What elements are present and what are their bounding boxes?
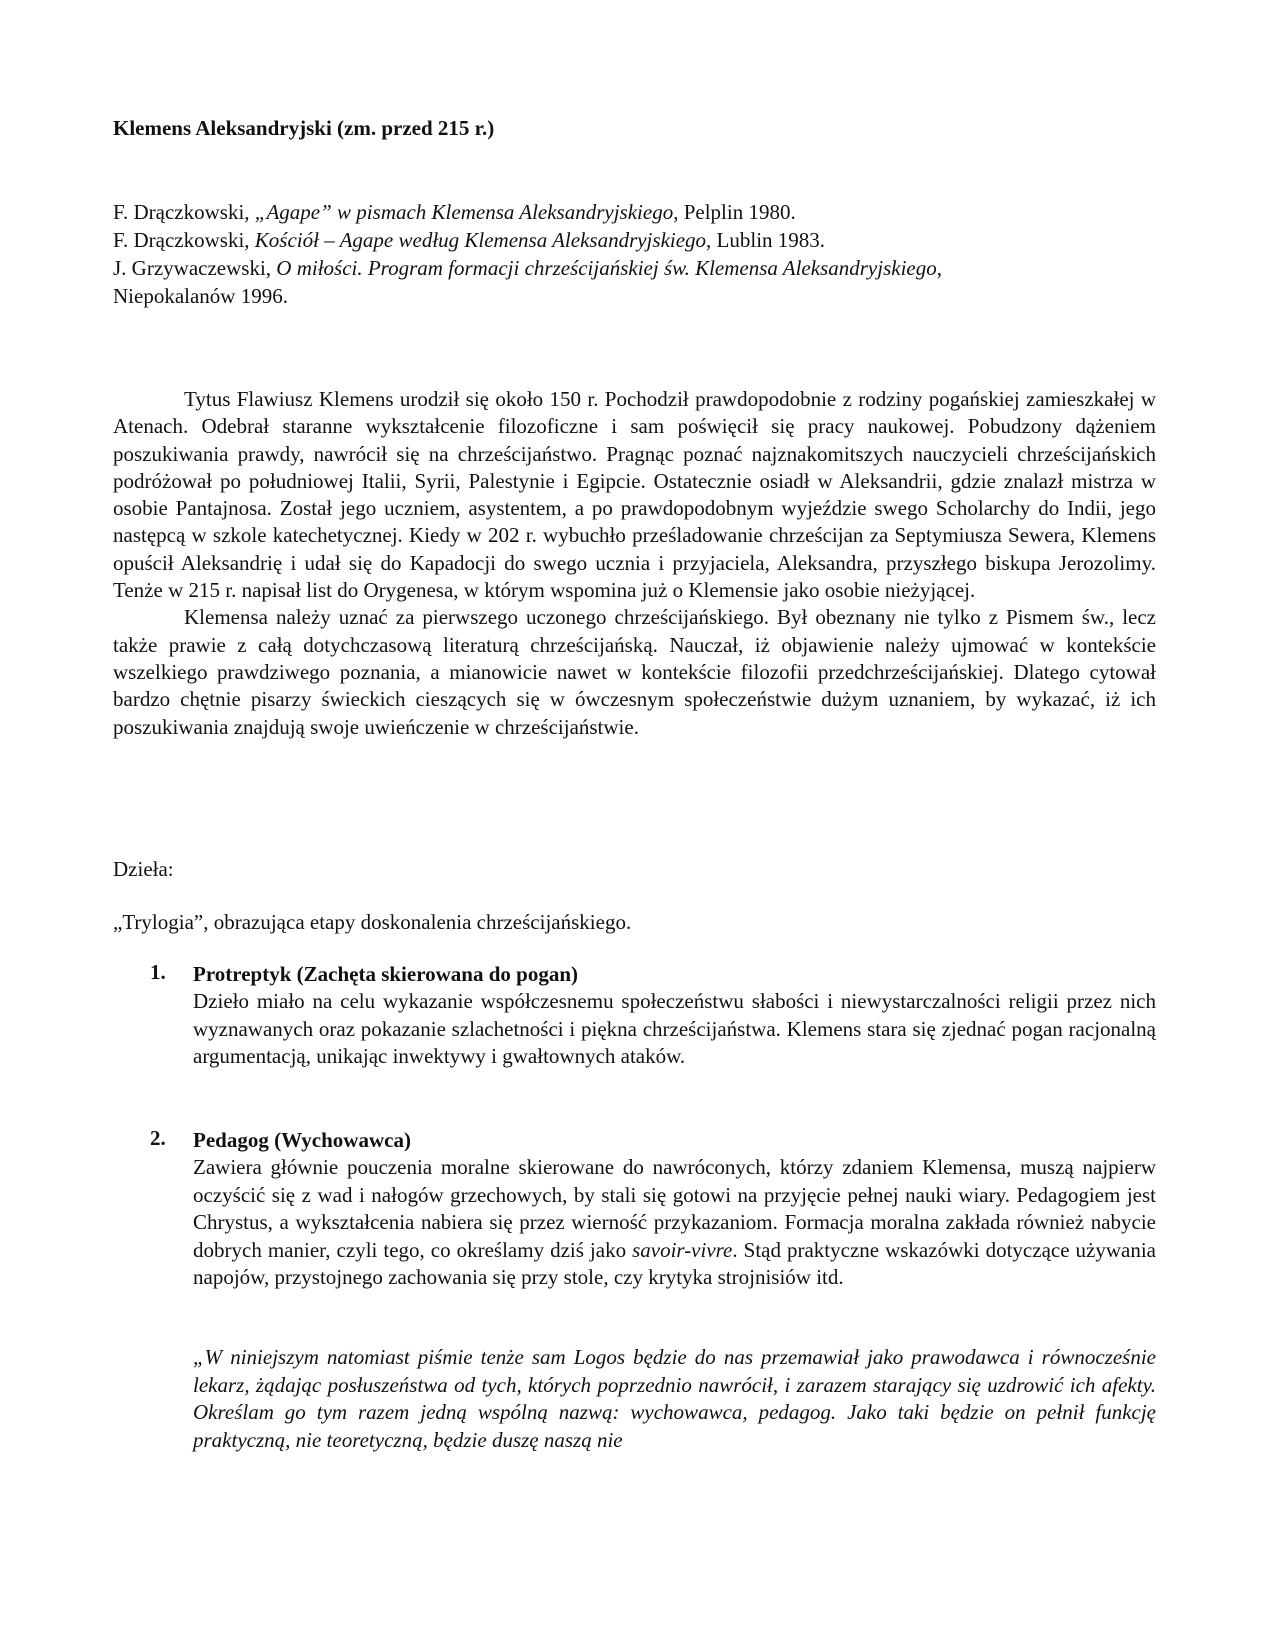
work-description: Dzieło miało na celu wykazanie współczesnemu społeczeństwu słabości i niewystarczalności religii przez nich wyznawanych oraz pokazanie szlachetności i piękna chrześcijaństwa. Klemens stara się zjednać pogan racjonalną argumentacją, unikając inwektywy i gwałtownych ataków. bbox=[193, 989, 1156, 1068]
trilogy-note: „Trylogia”, obrazująca etapy doskonalenia chrześcijańskiego. bbox=[113, 910, 632, 934]
work-description-text: . Stąd praktyczne wskazówki dotyczące używania napojów, przystojnego zachowania się przy stole, czy krytyka strojnisiów itd. bbox=[193, 1237, 1156, 1289]
bibliography-continuation: Niepokalanów 1996. bbox=[113, 284, 288, 308]
work-number: 2. bbox=[150, 1126, 166, 1150]
bibliography-publication: , Pelplin 1980. bbox=[673, 200, 796, 224]
works-list-item-2 bbox=[150, 1126, 1156, 1292]
document-title: Klemens Aleksandryjski (zm. przed 215 r.) bbox=[113, 116, 495, 140]
body-text bbox=[113, 386, 1156, 741]
bibliography-author: J. Grzywaczewski, bbox=[113, 256, 277, 280]
bibliography-work-title: „Agape” w pismach Klemensa Aleksandryjskiego bbox=[254, 200, 674, 224]
bibliography-publication: , bbox=[936, 256, 942, 280]
work-item bbox=[150, 1126, 1156, 1292]
work-heading: Pedagog (Wychowawca) bbox=[193, 1128, 411, 1152]
bibliography-author: F. Drączkowski, bbox=[113, 200, 255, 224]
bibliography-work-title: Kościół – Agape według Klemensa Aleksandryjskiego bbox=[254, 228, 707, 252]
paragraph: Tytus Flawiusz Klemens urodził się około 150 r. Pochodził prawdopodobnie z rodziny pogańskiej zamieszkałej w Atenach. Odebrał staranne wykształcenie filozoficzne i sam poświęcił się pracy naukowej. Pobudzony dążeniem poszukiwania prawdy, nawrócił się na chrześcijaństwo. Pragnąc poznać najznakomitszych nauczycieli chrześcijańskich podróżował po południowej Italii, Syrii, Palestynie i Egipcie. Ostatecznie osiadł w Aleksandrii, gdzie znalazł mistrza w osobie Pantajnosa. Został jego uczniem, asystentem, a po prawdopodobnym wyjeździe swego Scholarchy do Indii, jego następcą w szkole katechetycznej. Kiedy w 202 r. wybuchło prześladowanie chrześcijan za Septymiusza Sewera, Klemens opuścił Aleksandrię i udał się do Kapadocji do swego ucznia i przyjaciela, Aleksandra, przyszłego biskupa Jerozolimy. Tenże w 215 r. napisał list do Orygenesa, w którym wspomina już o Klemensie jako osobie nieżyjącej. bbox=[113, 387, 1156, 603]
work-number: 1. bbox=[150, 960, 166, 984]
work-description bbox=[193, 1154, 1156, 1292]
quote-text: „W niniejszym natomiast piśmie tenże sam Logos będzie do nas przemawiał jako prawodawca i równocześnie lekarz, żądając posłuszeństwa od tych, których poprzednio nawrócił, i zarazem starający się uzdrowić ich afekty. Określam go tym razem jedną wspólną nazwą: wychowawca, pedagog. Jako taki będzie on pełnił funkcję praktyczną, nie teoretyczną, będzie duszę naszą nie bbox=[193, 1345, 1156, 1452]
bibliography-work-title: O miłości. Program formacji chrześcijańskiej św. Klemensa Aleksandryjskiego bbox=[276, 256, 937, 280]
bibliography-entry bbox=[113, 254, 1113, 282]
bibliography bbox=[113, 198, 1113, 310]
paragraph: Klemensa należy uznać za pierwszego uczonego chrześcijańskiego. Był obeznany nie tylko z Pismem św., lecz także prawie z całą dotychczasową literaturą chrześcijańską. Nauczał, iż objawienie należy ujmować w kontekście wszelkiego prawdziwego poznania, a mianowicie nawet w kontekście filozofii przedchrześcijańskiej. Dlatego cytował bardzo chętnie pisarzy świeckich cieszących się w ówczesnym społeczeństwie dużym uznaniem, by wykazać, iż ich poszukiwania znajdują swoje uwieńczenie w chrześcijaństwie. bbox=[113, 605, 1156, 739]
work-heading: Protreptyk (Zachęta skierowana do pogan) bbox=[193, 962, 579, 986]
work-item bbox=[150, 960, 1156, 1071]
works-list bbox=[150, 960, 1156, 1071]
works-label: Dzieła: bbox=[113, 857, 174, 881]
bibliography-entry bbox=[113, 226, 1113, 254]
work-description-emphasis: savoir-vivre bbox=[632, 1237, 733, 1262]
block-quote bbox=[193, 1344, 1156, 1454]
bibliography-publication: , Lublin 1983. bbox=[706, 228, 826, 252]
work-description-text: Zawiera głównie pouczenia moralne skierowane do nawróconych, którzy zdaniem Klemensa, muszą najpierw oczyścić się z wad i nałogów grzechowych, by stali się gotowi na przyjęcie pełnej nauki wiary. Pedagogiem jest Chrystus, a wykształcenia nabiera się przez wierność przykazaniom. Formacja moralna zakłada również nabycie dobrych manier, czyli tego, co określamy dziś jako bbox=[193, 1155, 1156, 1262]
bibliography-author: F. Drączkowski, bbox=[113, 228, 255, 252]
bibliography-entry bbox=[113, 198, 1113, 226]
